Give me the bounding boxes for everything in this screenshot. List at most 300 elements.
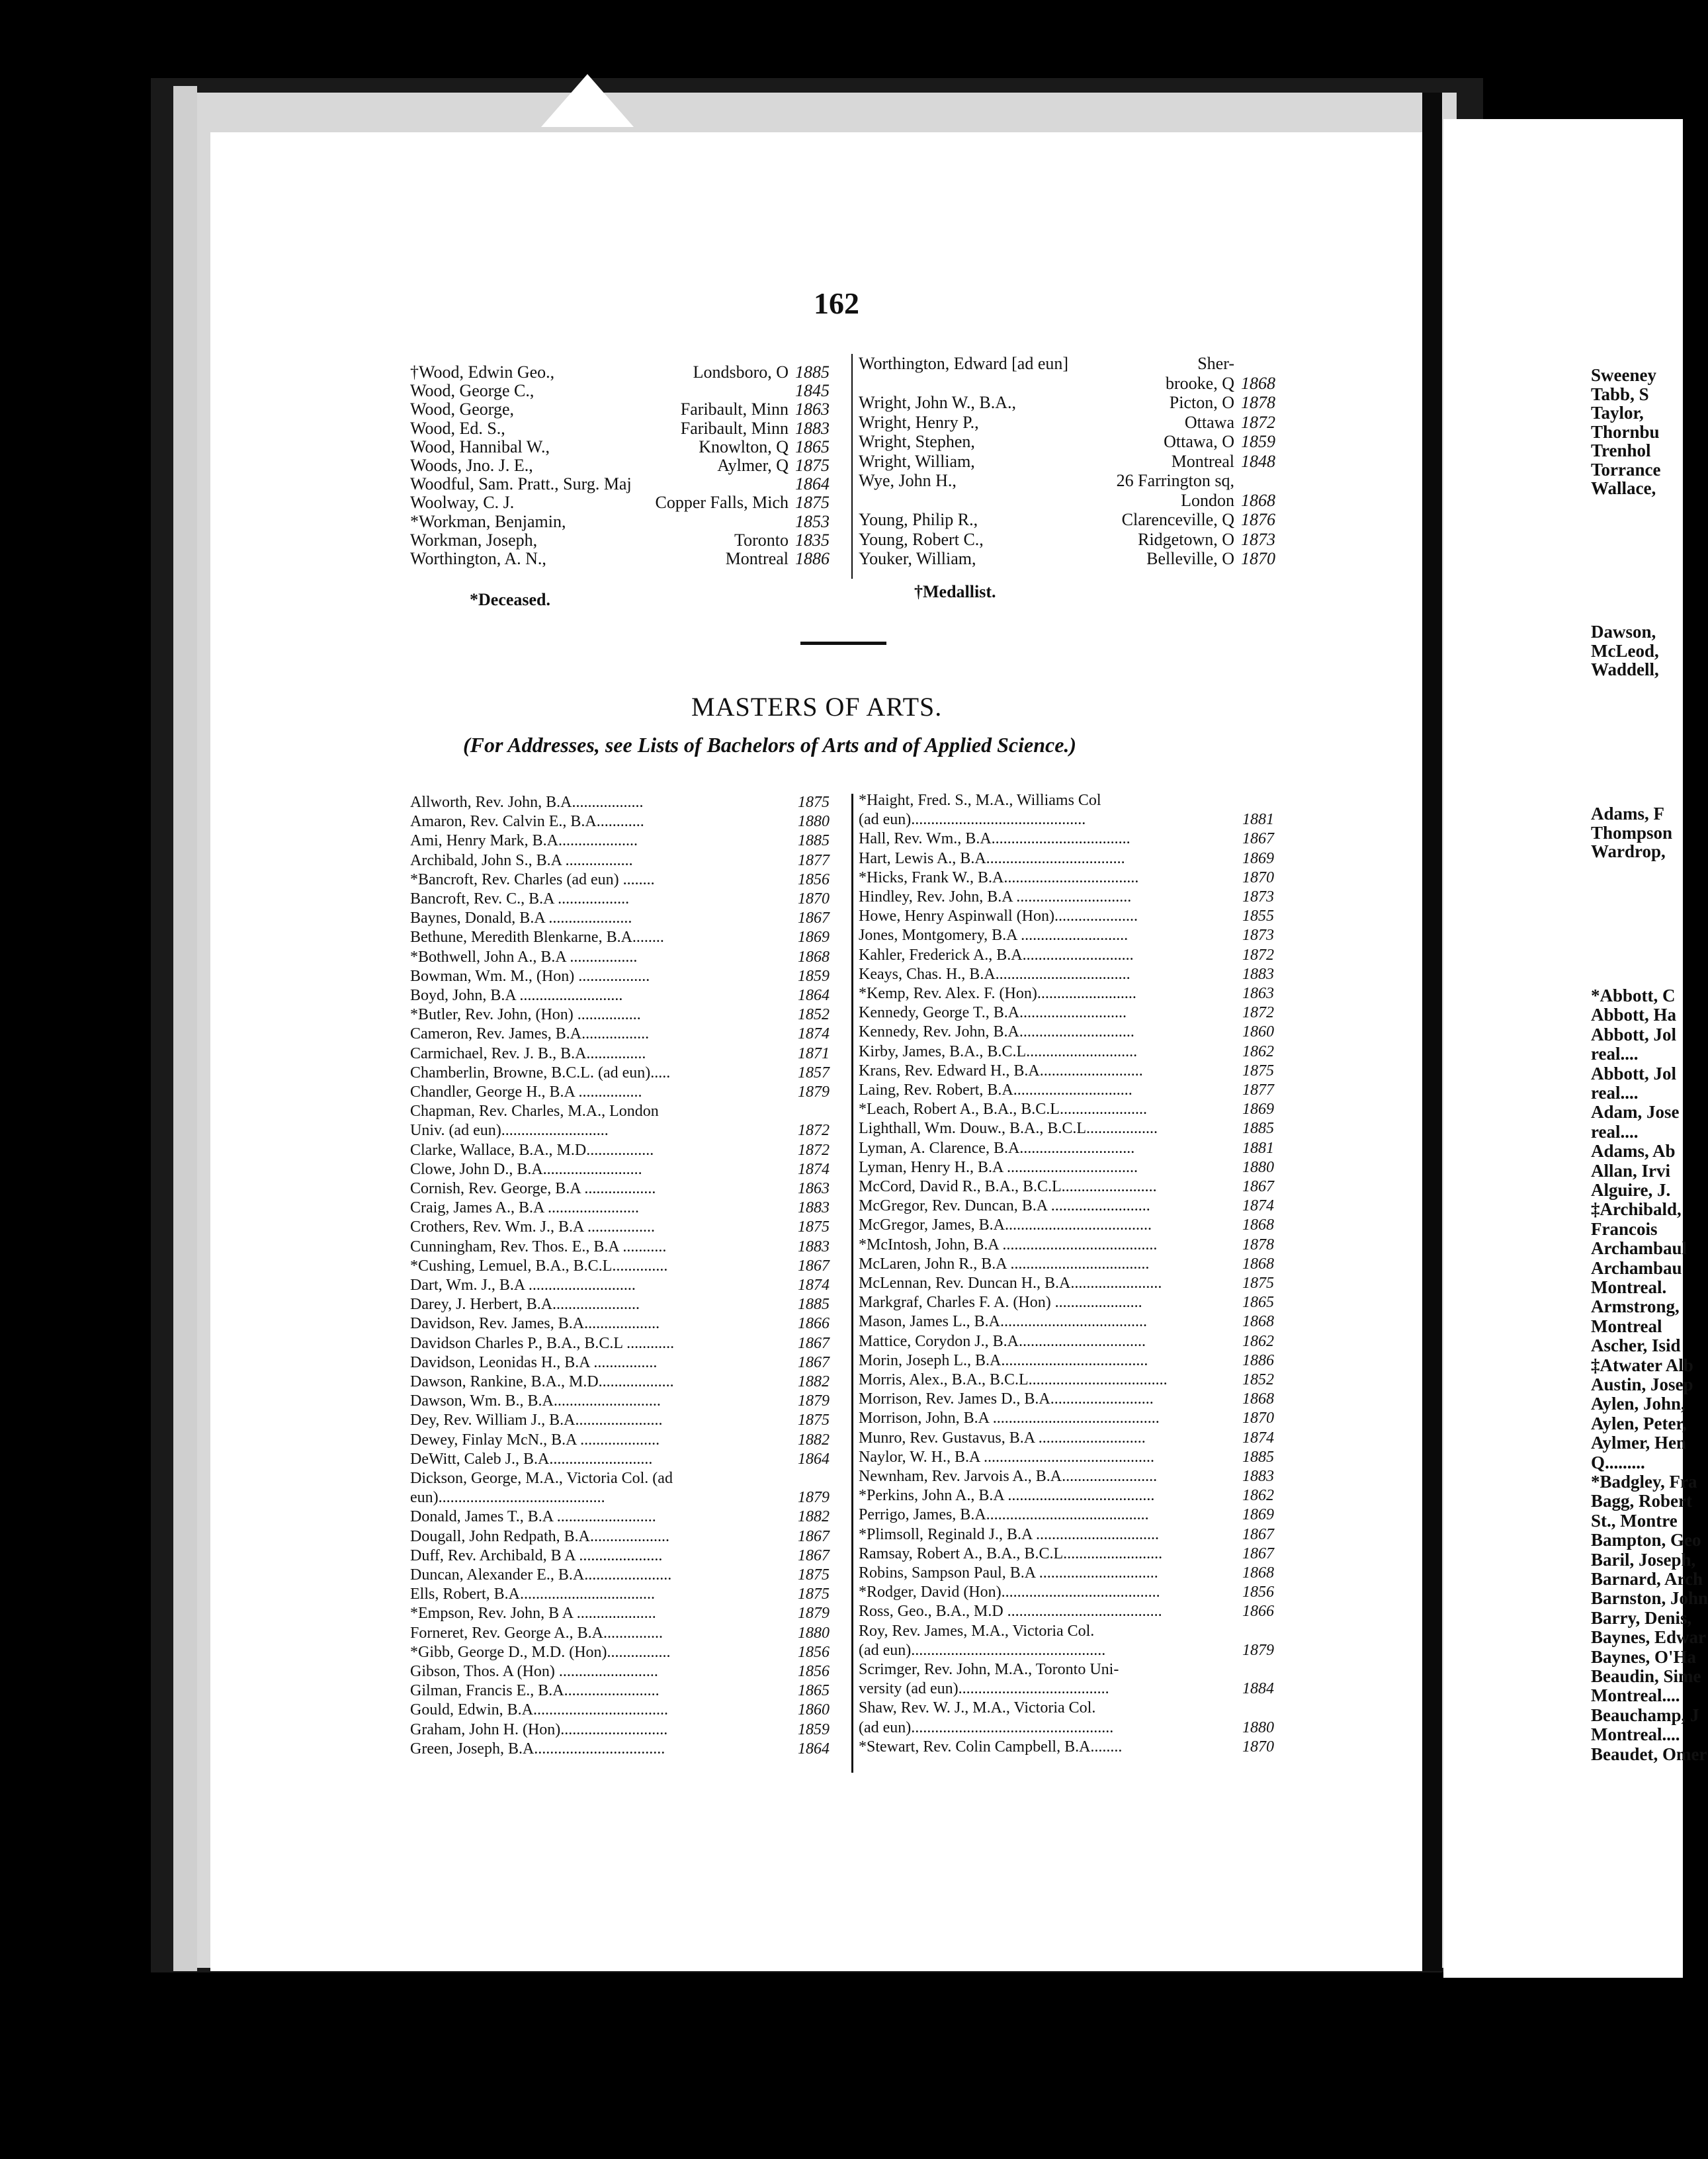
degree-name: Kennedy, George T., B.A........................... <box>859 1004 1127 1022</box>
degree-name: Dewey, Finlay McN., B.A .................... <box>410 1431 660 1449</box>
degree-year: 1883 <box>798 1199 830 1217</box>
degree-entry <box>859 1140 1282 1157</box>
degree-name: Kennedy, Rev. John, B.A............................. <box>859 1023 1134 1041</box>
degree-name: Morin, Joseph L., B.A..................................... <box>859 1351 1148 1369</box>
degree-entry <box>410 794 837 811</box>
degree-name: Ells, Robert, B.A.................................. <box>410 1586 655 1603</box>
right-page-line: Aylen, John, <box>1591 1394 1686 1414</box>
degree-year: 1883 <box>1242 1468 1274 1485</box>
degree-year: 1856 <box>798 870 830 888</box>
degree-name: Ross, Geo., B.A., M.D ....................................... <box>859 1603 1162 1621</box>
degree-year: 1874 <box>1242 1197 1274 1215</box>
degree-entry <box>410 1663 837 1680</box>
entry-location: Toronto <box>734 530 789 550</box>
entry-name: Woolway, C. J. <box>410 493 515 513</box>
degree-name: Donald, James T., B.A ......................... <box>410 1508 656 1526</box>
degree-name: *Haight, Fred. S., M.A., Williams Col <box>859 792 1101 809</box>
degree-name: Hindley, Rev. John, B.A ............................. <box>859 888 1132 906</box>
degree-entry <box>859 1468 1282 1485</box>
degree-entry <box>410 871 837 888</box>
degree-name: *Rodger, David (Hon)........................................ <box>859 1584 1160 1601</box>
degree-entry <box>410 1392 837 1410</box>
degree-year: 1863 <box>798 1180 830 1197</box>
degree-year: 1885 <box>798 832 830 850</box>
right-page-line: ‡Atwater Alb <box>1591 1355 1693 1375</box>
degree-name: Davidson Charles P., B.A., B.C.L ............ <box>410 1334 675 1352</box>
address-entry <box>859 432 1281 452</box>
degree-year: 1867 <box>798 1334 830 1352</box>
degree-entry <box>410 1315 837 1332</box>
right-page-line: Aylmer, Hen <box>1591 1433 1686 1453</box>
degree-year: 1852 <box>798 1006 830 1024</box>
degree-year: 1875 <box>798 794 830 811</box>
degree-year: 1872 <box>798 1122 830 1140</box>
degree-entry <box>410 1277 837 1294</box>
degree-entry <box>859 1333 1282 1350</box>
degree-name: Mattice, Corydon J., B.A................................ <box>859 1332 1146 1350</box>
address-entry <box>410 400 835 419</box>
entry-name: Wood, George, <box>410 400 515 419</box>
entry-name: Wright, Stephen, <box>859 432 975 451</box>
degree-name: DeWitt, Caleb J., B.A.......................... <box>410 1450 653 1468</box>
degree-entry <box>410 1083 837 1101</box>
degree-entry <box>859 927 1282 944</box>
entry-year: 1853 <box>795 511 830 531</box>
entry-location: Faribault, Minn <box>680 400 789 419</box>
degree-name: versity (ad eun)...................................... <box>859 1680 1109 1698</box>
degree-entry <box>859 966 1282 983</box>
degree-year: 1880 <box>798 813 830 831</box>
degree-entry <box>410 1064 837 1081</box>
degree-year: 1885 <box>1242 1448 1274 1466</box>
degree-entry <box>859 1159 1282 1176</box>
degree-name: Dougall, John Redpath, B.A.................... <box>410 1527 669 1545</box>
degree-name: Davidson, Leonidas H., B.A ................ <box>410 1353 658 1371</box>
degree-name: Kirby, James, B.A., B.C.L............................ <box>859 1042 1138 1060</box>
degree-year: 1873 <box>1242 927 1274 945</box>
degree-entry <box>859 1062 1282 1080</box>
entry-name: Wood, George C., <box>410 381 534 401</box>
degree-name: *Bancroft, Rev. Charles (ad eun) ........ <box>410 870 655 888</box>
degree-entry <box>859 1043 1282 1060</box>
entry-location: Montreal <box>1171 451 1234 471</box>
degree-year: 1870 <box>798 890 830 908</box>
entry-year: 1878 <box>1241 393 1275 412</box>
degree-year: 1864 <box>798 987 830 1004</box>
degree-year: 1880 <box>1242 1158 1274 1176</box>
degree-name: Craig, James A., B.A ....................... <box>410 1199 639 1217</box>
degree-year: 1872 <box>1242 946 1274 964</box>
entry-location: Aylmer, Q <box>717 456 789 475</box>
right-page-line: Baynes, Edwar <box>1591 1627 1707 1648</box>
entry-year: 1848 <box>1241 451 1275 471</box>
degree-name: *Plimsoll, Reginald J., B.A ............................... <box>859 1525 1160 1543</box>
degree-year: 1868 <box>1242 1564 1274 1582</box>
right-page-line: Armstrong, <box>1591 1296 1680 1317</box>
degree-year: 1871 <box>798 1044 830 1062</box>
degree-entry <box>859 1661 1282 1678</box>
entry-name: Worthington, A. N., <box>410 549 546 568</box>
degree-name: *Perkins, John A., B.A ..................................... <box>859 1487 1155 1505</box>
degree-entry <box>410 1701 837 1718</box>
right-page-line: Barnston, John <box>1591 1588 1708 1609</box>
entry-name: †Wood, Edwin Geo., <box>410 362 555 382</box>
degree-name: Green, Joseph, B.A................................. <box>410 1740 665 1757</box>
degree-name: Mason, James L., B.A..................................... <box>859 1313 1147 1331</box>
degree-name: Bancroft, Rev. C., B.A .................. <box>410 890 630 908</box>
address-entry <box>859 530 1281 550</box>
entry-year: 1872 <box>1241 412 1275 432</box>
degree-entry <box>859 1178 1282 1195</box>
degree-name: Dickson, George, M.A., Victoria Col. (ad <box>410 1470 673 1487</box>
right-page-line: Bagg, Robert <box>1591 1491 1692 1511</box>
degree-name: Clowe, John D., B.A......................... <box>410 1160 642 1178</box>
section-divider <box>800 642 886 645</box>
entry-year: 1868 <box>1241 490 1275 510</box>
degree-entry <box>410 1354 837 1371</box>
section-heading: MASTERS OF ARTS. <box>691 692 943 722</box>
degree-entry <box>859 908 1282 925</box>
degree-entry <box>410 1373 837 1390</box>
degree-entry <box>410 1451 837 1468</box>
degree-year: 1867 <box>1242 1178 1274 1195</box>
degree-entry <box>410 1161 837 1178</box>
degree-entry <box>410 1218 837 1236</box>
degree-year: 1867 <box>798 910 830 927</box>
entry-name: Wood, Hannibal W., <box>410 437 550 456</box>
degree-entry <box>859 1719 1282 1736</box>
degree-name: Archibald, John S., B.A ................. <box>410 851 633 869</box>
degree-entry <box>410 1586 837 1603</box>
degree-entry <box>859 1738 1282 1756</box>
degree-name: Cunningham, Rev. Thos. E., B.A ........... <box>410 1238 667 1255</box>
degree-name: Crothers, Rev. Wm. J., B.A ................. <box>410 1218 655 1236</box>
right-page-line: Q......... <box>1591 1452 1645 1472</box>
degree-entry <box>859 1294 1282 1311</box>
degree-entry <box>410 1470 837 1487</box>
degree-year: 1885 <box>798 1296 830 1314</box>
entry-year: 1865 <box>795 437 830 456</box>
degree-entry <box>859 792 1282 809</box>
entry-year: 1886 <box>795 549 830 568</box>
degree-entry <box>859 1487 1282 1504</box>
degree-entry <box>859 1506 1282 1523</box>
degree-name: Robins, Sampson Paul, B.A .............................. <box>859 1564 1158 1582</box>
degree-entry <box>859 1197 1282 1214</box>
degree-name: *McIntosh, John, B.A ....................................... <box>859 1236 1158 1253</box>
degree-year: 1870 <box>1242 1738 1274 1756</box>
degree-year: 1885 <box>1242 1120 1274 1138</box>
right-page-line: Montreal <box>1591 1316 1662 1336</box>
degree-year: 1860 <box>1242 1023 1274 1041</box>
right-page-line: Dawson, <box>1591 622 1656 642</box>
section-subheading: (For Addresses, see Lists of Bachelors of Arts and of Applied Science.) <box>463 733 1077 757</box>
degree-name: Bowman, Wm. M., (Hon) .................. <box>410 967 650 985</box>
right-page-line: Wardrop, <box>1591 841 1666 861</box>
degree-entry <box>410 1122 837 1139</box>
degree-name: Naylor, W. H., B.A ........................................... <box>859 1448 1155 1466</box>
degree-name: *Leach, Robert A., B.A., B.C.L...................... <box>859 1101 1147 1119</box>
degree-entry <box>410 1045 837 1062</box>
degree-year: 1856 <box>1242 1584 1274 1601</box>
degree-year: 1874 <box>798 1025 830 1043</box>
degree-entry <box>410 968 837 985</box>
degree-year: 1867 <box>798 1546 830 1564</box>
degree-entry <box>410 1257 837 1275</box>
column-divider <box>851 354 853 579</box>
degree-name: McGregor, James, B.A..................................... <box>859 1216 1152 1234</box>
address-entry <box>859 354 1281 374</box>
medallist-note: †Medallist. <box>914 582 996 601</box>
degree-entry <box>410 1412 837 1429</box>
address-entry <box>859 452 1281 472</box>
entry-name: Wye, John H., <box>859 471 957 490</box>
degree-name: eun).......................................... <box>410 1489 605 1507</box>
degree-year: 1875 <box>1242 1275 1274 1292</box>
entry-year: 1870 <box>1241 549 1275 568</box>
degree-name: Lyman, A. Clarence, B.A............................. <box>859 1139 1135 1157</box>
degree-year: 1874 <box>798 1160 830 1178</box>
address-entry <box>410 493 835 513</box>
degree-name: Univ. (ad eun)........................... <box>410 1122 609 1140</box>
degree-entry <box>859 1255 1282 1273</box>
entry-year: 1835 <box>795 530 830 550</box>
deceased-note: *Deceased. <box>470 590 551 609</box>
right-page-line: Alguire, J. <box>1591 1180 1671 1200</box>
degree-year: 1881 <box>1242 1139 1274 1157</box>
degree-entry <box>410 1508 837 1525</box>
degree-name: Keays, Chas. H., B.A.................................. <box>859 965 1131 983</box>
degree-entry <box>859 1390 1282 1408</box>
degree-name: Amaron, Rev. Calvin E., B.A............ <box>410 813 644 831</box>
right-page-line: Beaudin, Sime <box>1591 1666 1701 1686</box>
degree-name: Morris, Alex., B.A., B.C.L................................... <box>859 1371 1168 1388</box>
degree-entry <box>859 1584 1282 1601</box>
degree-entry <box>410 987 837 1004</box>
degree-year: 1859 <box>798 967 830 985</box>
degree-year: 1880 <box>798 1624 830 1642</box>
entry-location: London <box>1181 490 1234 510</box>
degree-year: 1867 <box>798 1353 830 1371</box>
degree-entry <box>410 1025 837 1042</box>
degree-entry <box>410 1180 837 1197</box>
degree-entry <box>410 1142 837 1159</box>
degree-entry <box>410 1489 837 1506</box>
degree-name: Chapman, Rev. Charles, M.A., London <box>410 1103 659 1121</box>
degree-entry <box>410 1721 837 1738</box>
degree-year: 1872 <box>1242 1004 1274 1022</box>
degree-name: McLaren, John R., B.A ................................... <box>859 1255 1150 1273</box>
degree-year: 1865 <box>798 1682 830 1700</box>
degree-year: 1881 <box>1242 811 1274 829</box>
entry-location: Ottawa <box>1184 412 1234 432</box>
degree-year: 1875 <box>798 1412 830 1429</box>
degree-name: Morrison, Rev. James D., B.A.......................... <box>859 1390 1154 1408</box>
degree-year: 1868 <box>1242 1390 1274 1408</box>
degree-entry <box>410 1006 837 1023</box>
degree-entry <box>859 1371 1282 1388</box>
degree-entry <box>859 1545 1282 1562</box>
degree-entry <box>859 1120 1282 1137</box>
degree-name: Allworth, Rev. John, B.A.................. <box>410 794 644 811</box>
degree-entry <box>410 1605 837 1622</box>
entry-location: Ridgetown, O <box>1138 529 1234 549</box>
address-entry <box>859 393 1281 413</box>
degree-year: 1874 <box>1242 1429 1274 1447</box>
degree-entry <box>410 832 837 849</box>
degree-name: Boyd, John, B.A .......................... <box>410 987 623 1004</box>
degree-name: *Kemp, Rev. Alex. F. (Hon)......................... <box>859 985 1136 1002</box>
right-page-line: Montreal.... <box>1591 1685 1680 1706</box>
degree-entry <box>410 1238 837 1255</box>
degree-entry <box>859 1101 1282 1118</box>
entry-location: 26 Farrington sq, <box>1116 471 1234 490</box>
degree-name: Perrigo, James, B.A......................................... <box>859 1506 1149 1524</box>
page-corner-fold <box>541 74 634 127</box>
degree-name: Howe, Henry Aspinwall (Hon)..................... <box>859 908 1138 925</box>
degree-name: Ramsay, Robert A., B.A., B.C.L......................... <box>859 1545 1163 1562</box>
degree-name: Jones, Montgomery, B.A ........................... <box>859 927 1129 945</box>
entry-location: Faribault, Minn <box>680 418 789 438</box>
entry-name: Wood, Ed. S., <box>410 418 505 438</box>
degree-year: 1860 <box>798 1701 830 1719</box>
degree-year: 1883 <box>798 1238 830 1255</box>
degree-name: McGregor, Rev. Duncan, B.A ......................... <box>859 1197 1150 1215</box>
entry-name: Worthington, Edward [ad eun] <box>859 354 1069 373</box>
degree-name: Roy, Rev. James, M.A., Victoria Col. <box>859 1622 1095 1640</box>
entry-year: 1883 <box>795 418 830 438</box>
entry-name: Wright, William, <box>859 451 975 471</box>
degree-entry <box>859 850 1282 867</box>
right-page-line: McLeod, <box>1591 640 1659 661</box>
address-entry <box>410 474 835 494</box>
right-page-line: real.... <box>1591 1121 1639 1142</box>
degree-year: 1868 <box>798 948 830 966</box>
degree-year: 1862 <box>1242 1487 1274 1505</box>
degree-entry <box>859 1410 1282 1427</box>
degree-year: 1879 <box>798 1392 830 1410</box>
degree-name: Dawson, Wm. B., B.A........................... <box>410 1392 661 1410</box>
degree-year: 1882 <box>798 1431 830 1449</box>
degree-name: *Cushing, Lemuel, B.A., B.C.L.............. <box>410 1257 668 1275</box>
degree-entry <box>859 1623 1282 1640</box>
degree-name: Scrimger, Rev. John, M.A., Toronto Uni- <box>859 1661 1119 1678</box>
degree-name: Kahler, Frederick A., B.A............................ <box>859 946 1134 964</box>
right-page-line: Abbott, Ha <box>1591 1005 1677 1025</box>
right-page-line: Baril, Joseph, <box>1591 1549 1696 1570</box>
degree-entry <box>859 830 1282 847</box>
degree-name: Baynes, Donald, B.A ..................... <box>410 910 632 927</box>
book-gutter <box>1422 93 1442 1971</box>
degree-year: 1869 <box>1242 849 1274 867</box>
right-page-line: St., Montre <box>1591 1510 1678 1531</box>
entry-name: Wright, Henry P., <box>859 412 979 432</box>
degree-name: Clarke, Wallace, B.A., M.D................. <box>410 1141 654 1159</box>
degree-year: 1877 <box>798 851 830 869</box>
degree-name: Ami, Henry Mark, B.A.................... <box>410 832 638 850</box>
entry-location: Belleville, O <box>1146 549 1234 568</box>
degree-year: 1880 <box>1242 1718 1274 1736</box>
degree-year: 1857 <box>798 1064 830 1081</box>
degree-entry <box>410 1296 837 1313</box>
entry-name: Young, Philip R., <box>859 510 978 529</box>
entry-year: 1868 <box>1241 373 1275 393</box>
degree-year: 1870 <box>1242 868 1274 886</box>
degree-year: 1870 <box>1242 1410 1274 1427</box>
address-entry <box>859 510 1281 530</box>
entry-name: Young, Robert C., <box>859 529 984 549</box>
right-page-line: Aylen, Peter, <box>1591 1413 1687 1433</box>
degree-name: (ad eun)................................................. <box>859 1641 1106 1659</box>
entry-location: Londsboro, O <box>693 362 789 382</box>
degree-entry <box>410 1740 837 1757</box>
degree-name: Krans, Rev. Edward H., B.A.......................... <box>859 1062 1143 1080</box>
address-entry <box>859 549 1281 569</box>
degree-entry <box>859 811 1282 828</box>
degree-entry <box>859 869 1282 886</box>
degree-name: *Bothwell, John A., B.A ................. <box>410 948 638 966</box>
degree-entry <box>410 1431 837 1449</box>
entry-location: Clarenceville, Q <box>1121 510 1234 529</box>
degree-year: 1882 <box>798 1508 830 1526</box>
degree-entry <box>410 1103 837 1120</box>
degree-year: 1856 <box>798 1643 830 1661</box>
degree-entry <box>410 1644 837 1661</box>
degree-entry <box>859 1275 1282 1292</box>
degree-entry <box>859 1680 1282 1697</box>
degree-name: Davidson, Rev. James, B.A................... <box>410 1315 660 1333</box>
degree-name: Chamberlin, Browne, B.C.L. (ad eun)..... <box>410 1064 671 1081</box>
degree-entry <box>410 852 837 869</box>
degree-name: McCord, David R., B.A., B.C.L........................ <box>859 1178 1157 1195</box>
degree-name: *Hicks, Frank W., B.A.................................. <box>859 868 1139 886</box>
degree-entry <box>859 1313 1282 1330</box>
degree-name: Hart, Lewis A., B.A................................... <box>859 849 1125 867</box>
right-page-line: *Badgley, Fra <box>1591 1472 1697 1492</box>
degree-name: Carmichael, Rev. J. B., B.A............... <box>410 1044 646 1062</box>
right-page-line: real.... <box>1591 1083 1639 1103</box>
degree-year: 1862 <box>1242 1332 1274 1350</box>
degree-year: 1852 <box>1242 1371 1274 1388</box>
degree-entry <box>410 949 837 966</box>
entry-name: Workman, Joseph, <box>410 530 538 550</box>
degree-name: Dart, Wm. J., B.A ........................... <box>410 1277 636 1294</box>
degree-name: McLennan, Rev. Duncan H., B.A....................... <box>859 1275 1162 1292</box>
degree-entry <box>859 1449 1282 1466</box>
degree-year: 1879 <box>1242 1641 1274 1659</box>
right-page-line: real.... <box>1591 1044 1639 1064</box>
entry-year: 1863 <box>795 400 830 419</box>
entry-location: Picton, O <box>1169 393 1234 412</box>
right-page-line: Abbott, Jol <box>1591 1024 1677 1044</box>
degree-entry <box>410 1566 837 1584</box>
address-entry <box>410 512 835 532</box>
degree-entry <box>859 1526 1282 1543</box>
degree-year: 1883 <box>1242 965 1274 983</box>
right-page-line: *Abbott, C <box>1591 986 1676 1005</box>
degree-entry <box>410 910 837 927</box>
right-page-line: Baynes, O'Ha <box>1591 1646 1697 1667</box>
degree-year: 1879 <box>798 1605 830 1623</box>
entry-year: 1859 <box>1241 432 1275 451</box>
degree-year: 1878 <box>1242 1236 1274 1253</box>
entry-location: Montreal <box>725 549 789 568</box>
degree-entry <box>859 947 1282 964</box>
right-page-line: Tabb, S <box>1591 384 1649 404</box>
degree-year: 1875 <box>798 1566 830 1584</box>
degree-year: 1873 <box>1242 888 1274 906</box>
degree-entry <box>859 1216 1282 1234</box>
